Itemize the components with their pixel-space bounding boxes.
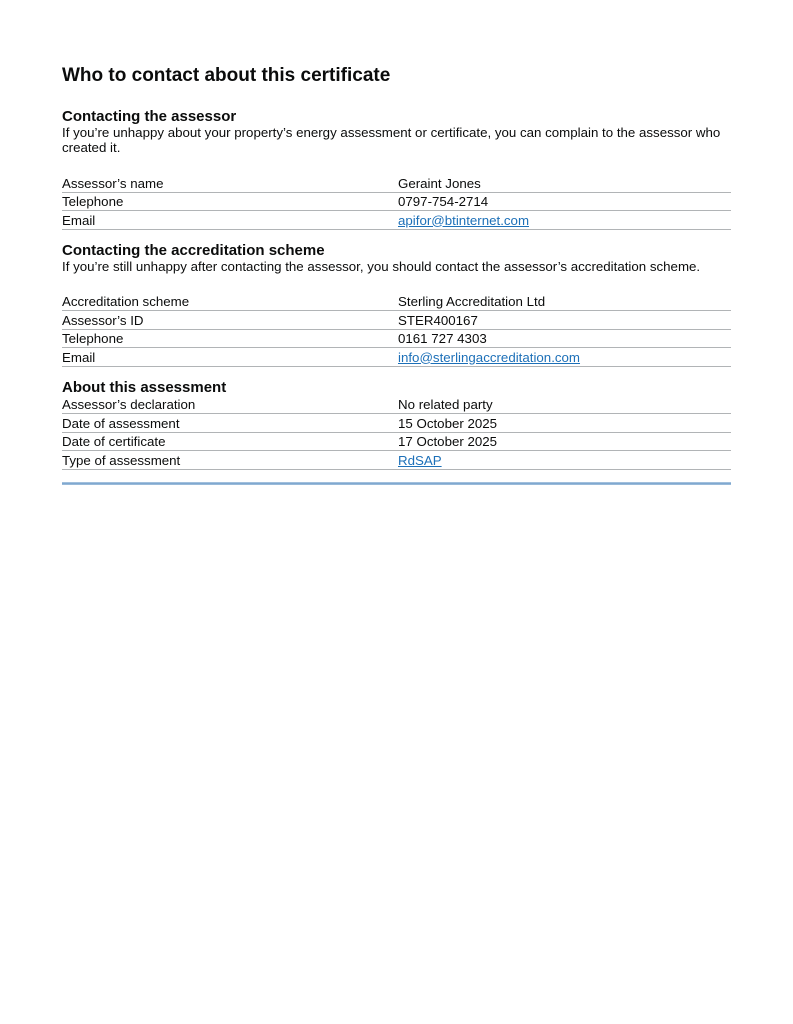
section-contacting-accreditation-scheme [62,243,731,367]
row-label: Email [62,212,96,228]
section-divider-rule [62,482,731,485]
section-contacting-assessor [62,109,731,230]
row-label: Email [62,349,96,365]
table-row [62,414,731,433]
row-value-date-of-certificate: 17 October 2025 [398,434,498,449]
table-row [62,193,731,212]
row-value-assessor-id: STER400167 [398,312,478,328]
accreditation-scheme-table [62,293,731,367]
section-heading: About this assessment [62,378,227,396]
row-label: Date of certificate [62,434,166,449]
table-row [62,451,731,470]
section-description: If you’re still unhappy after contacting the assessor, you should contact the assessor’s accreditation scheme. [62,258,701,274]
row-label: Date of assessment [62,415,180,431]
table-row [62,433,731,452]
section-heading: Contacting the accreditation scheme [62,241,325,259]
row-value-assessor-declaration: No related party [398,397,493,412]
row-value-assessor-name: Geraint Jones [398,175,481,191]
rdsap-link[interactable]: RdSAP [398,452,442,468]
row-label: Telephone [62,331,124,346]
page-title: Who to contact about this certificate [62,65,391,86]
row-value-accreditation-scheme: Sterling Accreditation Ltd [398,294,546,309]
table-row [62,348,731,367]
row-value-scheme-telephone: 0161 727 4303 [398,331,487,346]
row-label: Assessor’s declaration [62,397,196,412]
row-label: Assessor’s ID [62,312,144,328]
section-about-this-assessment [62,380,731,470]
section-description: If you’re unhappy about your property’s energy assessment or certificate, you can complain to the assessor who created it. [62,125,721,155]
table-row [62,174,731,193]
row-label: Accreditation scheme [62,294,190,309]
table-row [62,330,731,349]
assessor-contact-table [62,174,731,230]
table-row [62,211,731,230]
table-row [62,293,731,312]
scheme-email-link[interactable]: info@sterlingaccreditation.com [398,349,581,365]
row-value-assessor-telephone: 0797-754-2714 [398,194,489,209]
section-heading: Contacting the assessor [62,108,237,125]
row-label: Type of assessment [62,452,181,468]
assessment-details-table [62,396,731,470]
row-value-date-of-assessment: 15 October 2025 [398,415,498,431]
table-row [62,396,731,415]
row-label: Assessor’s name [62,175,164,191]
table-row [62,311,731,330]
assessor-email-link[interactable]: apifor@btinternet.com [398,212,530,228]
row-label: Telephone [62,194,124,209]
